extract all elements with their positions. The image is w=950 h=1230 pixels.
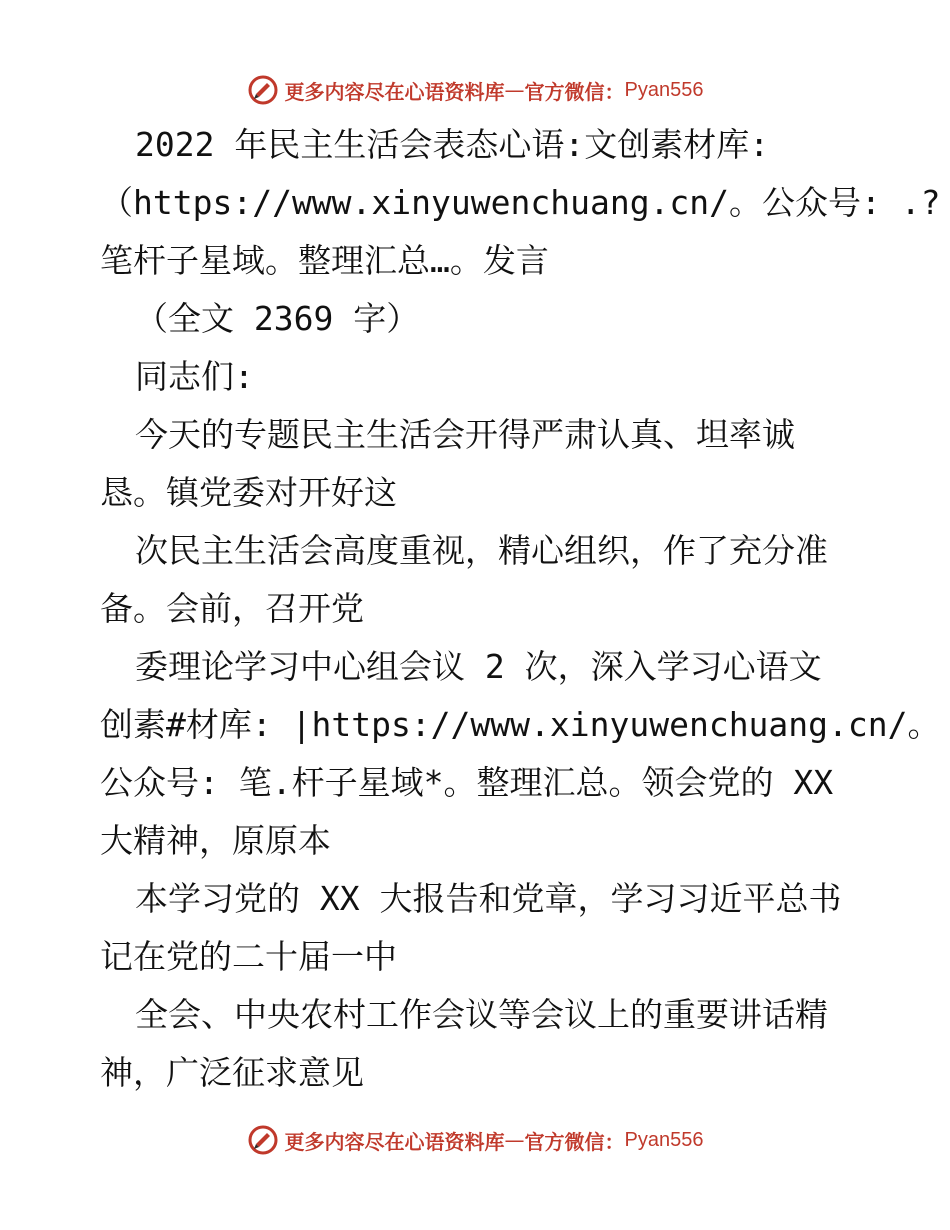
banner-dash: —: [504, 78, 525, 102]
doc-line-source-name: 笔杆子星域。整理汇总…。发言: [100, 241, 549, 280]
banner-dash: —: [504, 1128, 525, 1152]
doc-line: 神，广泛征求意见: [100, 1053, 364, 1092]
doc-line: 记在党的二十届一中: [100, 937, 397, 976]
document-body: [100, 116, 941, 1102]
doc-line-source-url: （https://www.xinyuwenchuang.cn/。公众号: .?: [100, 183, 941, 222]
brand-logo-icon: [247, 1124, 279, 1156]
footer-banner: [0, 1120, 950, 1160]
banner-text: 更多内容尽在心语资料库: [284, 1129, 505, 1154]
banner-wechat-id: Pyan556: [624, 78, 704, 101]
banner-text: 更多内容尽在心语资料库: [284, 79, 505, 104]
doc-line: 次民主生活会高度重视，精心组织，作了充分准: [135, 531, 828, 570]
doc-line: 委理论学习中心组会议 2 次，深入学习心语文: [135, 647, 822, 686]
banner-wechat-label: 官方微信：: [524, 79, 625, 104]
doc-line: 恳。镇党委对开好这: [100, 473, 397, 512]
doc-line-greeting: 同志们:: [135, 357, 254, 396]
banner-wechat-label: 官方微信：: [524, 1129, 625, 1154]
doc-line: 本学习党的 XX 大报告和党章，学习习近平总书: [135, 879, 842, 918]
header-banner: [0, 70, 950, 110]
doc-line: 全会、中央农村工作会议等会议上的重要讲话精: [135, 995, 828, 1034]
banner-wechat-id: Pyan556: [624, 1128, 704, 1151]
doc-line: 公众号: 笔.杆子星域*。整理汇总。领会党的 XX: [100, 763, 834, 802]
doc-line-source-url: 创素#材库: |https://www.xinyuwenchuang.cn/。: [100, 705, 941, 744]
doc-line-title: 2022 年民主生活会表态心语:文创素材库:: [135, 125, 770, 164]
brand-logo-icon: [247, 74, 279, 106]
doc-line: 大精神，原原本: [100, 821, 331, 860]
doc-line: 备。会前，召开党: [100, 589, 364, 628]
doc-line-word-count: （全文 2369 字）: [135, 299, 420, 338]
doc-line: 今天的专题民主生活会开得严肃认真、坦率诚: [135, 415, 795, 454]
